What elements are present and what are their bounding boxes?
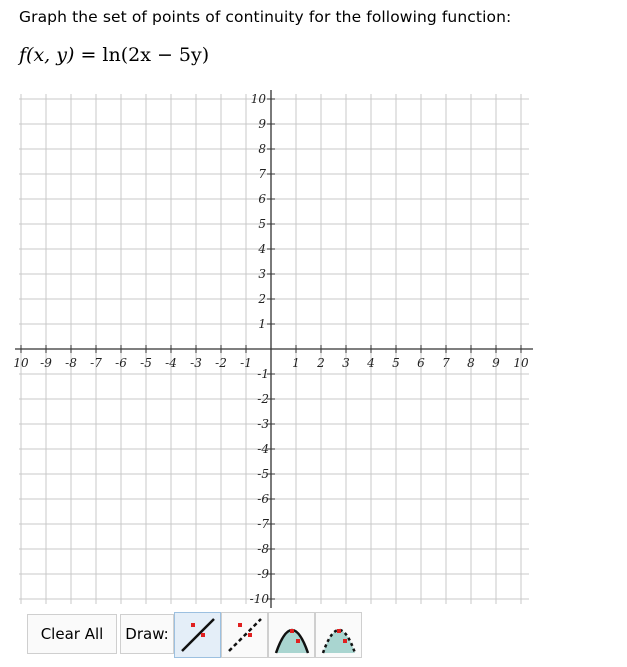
question-prompt: Graph the set of points of continuity for the following function: (19, 8, 512, 26)
y-tick-label: 10 (250, 92, 266, 106)
clear-all-button[interactable]: Clear All (27, 614, 117, 654)
y-tick-label: -5 (257, 467, 269, 481)
y-tick-label: -7 (257, 517, 269, 531)
x-tick-label: 9 (492, 356, 500, 370)
y-tick-label: 5 (258, 217, 266, 231)
x-tick-label: 5 (392, 356, 400, 370)
y-tick-label: 4 (258, 242, 266, 256)
dashed-line-icon (225, 615, 265, 655)
y-tick-label: 7 (258, 167, 266, 181)
x-tick-label: 3 (342, 356, 350, 370)
y-tick-label: 9 (258, 117, 266, 131)
x-tick-label: -4 (165, 356, 177, 370)
x-tick-label: 8 (467, 356, 475, 370)
solid-line-tool[interactable] (174, 612, 221, 658)
graph-controls (27, 612, 362, 658)
x-tick-label: -6 (115, 356, 127, 370)
dashed-line-tool[interactable] (221, 612, 268, 658)
y-tick-label: 8 (258, 142, 266, 156)
solid-parabola-region-icon (272, 615, 312, 655)
x-tick-label: 10 (13, 356, 29, 370)
x-tick-label: -9 (40, 356, 52, 370)
y-tick-label: 6 (258, 192, 266, 206)
function-eq: = (80, 44, 97, 66)
x-tick-label: -2 (215, 356, 227, 370)
y-tick-label: -4 (257, 442, 269, 456)
x-tick-label: -7 (90, 356, 102, 370)
x-tick-label: -3 (190, 356, 202, 370)
y-tick-label: -6 (257, 492, 269, 506)
y-tick-label: -9 (257, 567, 269, 581)
draw-label: Draw: (120, 614, 174, 654)
dashed-parabola-region-icon (319, 615, 359, 655)
function-lhs: f(x, y) (19, 44, 75, 66)
y-tick-label: -8 (257, 542, 269, 556)
y-tick-label: 1 (258, 317, 266, 331)
y-tick-label: -10 (249, 592, 269, 606)
x-tick-label: 7 (442, 356, 450, 370)
x-tick-label: -1 (240, 356, 252, 370)
x-tick-label: 10 (513, 356, 529, 370)
function-rhs: ln(2x − 5y) (102, 44, 210, 66)
y-tick-label: -1 (257, 367, 269, 381)
x-tick-label: 4 (367, 356, 375, 370)
axes (15, 90, 533, 608)
y-tick-label: 2 (258, 292, 266, 306)
x-tick-label: -8 (65, 356, 77, 370)
solid-region-tool[interactable] (268, 612, 315, 658)
y-tick-label: -2 (257, 392, 269, 406)
x-tick-label: 2 (317, 356, 325, 370)
y-tick-label: -3 (257, 417, 269, 431)
y-tick-label: 3 (258, 267, 266, 281)
x-tick-label: 1 (292, 356, 300, 370)
x-tick-label: -5 (140, 356, 152, 370)
dashed-region-tool[interactable] (315, 612, 362, 658)
x-tick-label: 6 (417, 356, 425, 370)
solid-line-icon (178, 615, 218, 655)
